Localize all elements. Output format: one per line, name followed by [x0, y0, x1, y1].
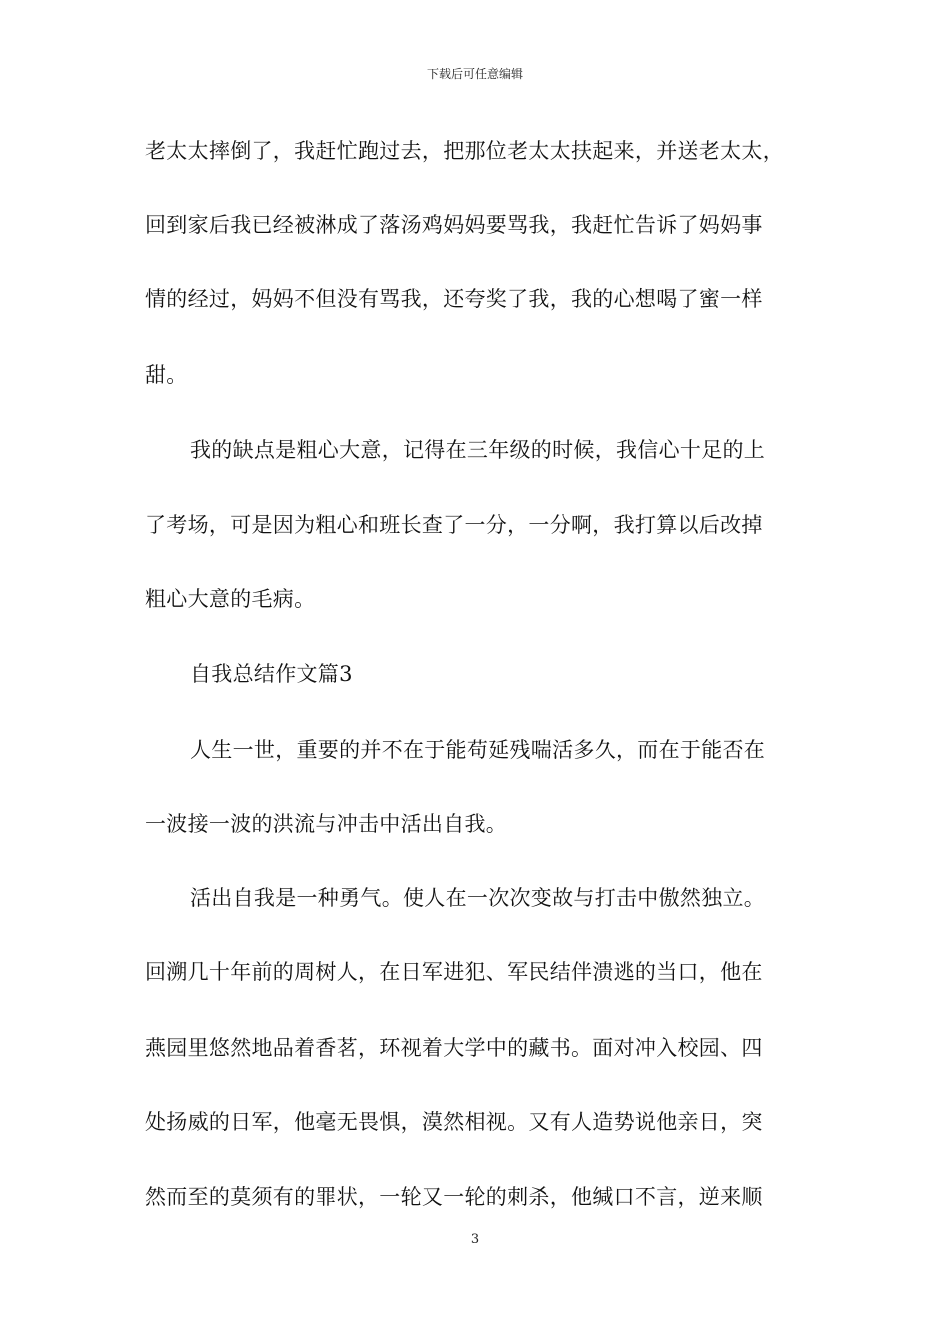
body-line: 我的缺点是粗心大意，记得在三年级的时候，我信心十足的上: [190, 438, 766, 462]
body-line: 然而至的莫须有的罪状，一轮又一轮的刺杀，他缄口不言，逆来顺: [145, 1185, 763, 1209]
body-line: 情的经过，妈妈不但没有骂我，还夸奖了我，我的心想喝了蜜一样: [145, 287, 763, 311]
section-heading: 自我总结作文篇3: [190, 662, 353, 686]
body-line: 回到家后我已经被淋成了落汤鸡妈妈要骂我，我赶忙告诉了妈妈事: [145, 213, 763, 237]
body-line: 了考场，可是因为粗心和班长查了一分，一分啊，我打算以后改掉: [145, 513, 763, 537]
page-number: 3: [470, 1232, 480, 1247]
body-line: 粗心大意的毛病。: [145, 587, 316, 611]
page-header: 下载后可任意编辑: [426, 67, 523, 81]
body-line: 活出自我是一种勇气。使人在一次次变故与打击中傲然独立。: [190, 886, 766, 910]
body-line: 老太太摔倒了，我赶忙跑过去，把那位老太太扶起来，并送老太太，: [145, 139, 784, 163]
body-line: 甜。: [145, 363, 188, 387]
body-line: 燕园里悠然地品着香茗，环视着大学中的藏书。面对冲入校园、四: [145, 1036, 763, 1060]
body-line: 回溯几十年前的周树人，在日军进犯、军民结伴溃逃的当口，他在: [145, 960, 763, 984]
body-line: 一波接一波的洪流与冲击中活出自我。: [145, 812, 508, 836]
body-line: 人生一世，重要的并不在于能苟延残喘活多久，而在于能否在: [190, 738, 766, 762]
body-line: 处扬威的日军，他毫无畏惧，漠然相视。又有人造势说他亲日，突: [145, 1110, 763, 1134]
